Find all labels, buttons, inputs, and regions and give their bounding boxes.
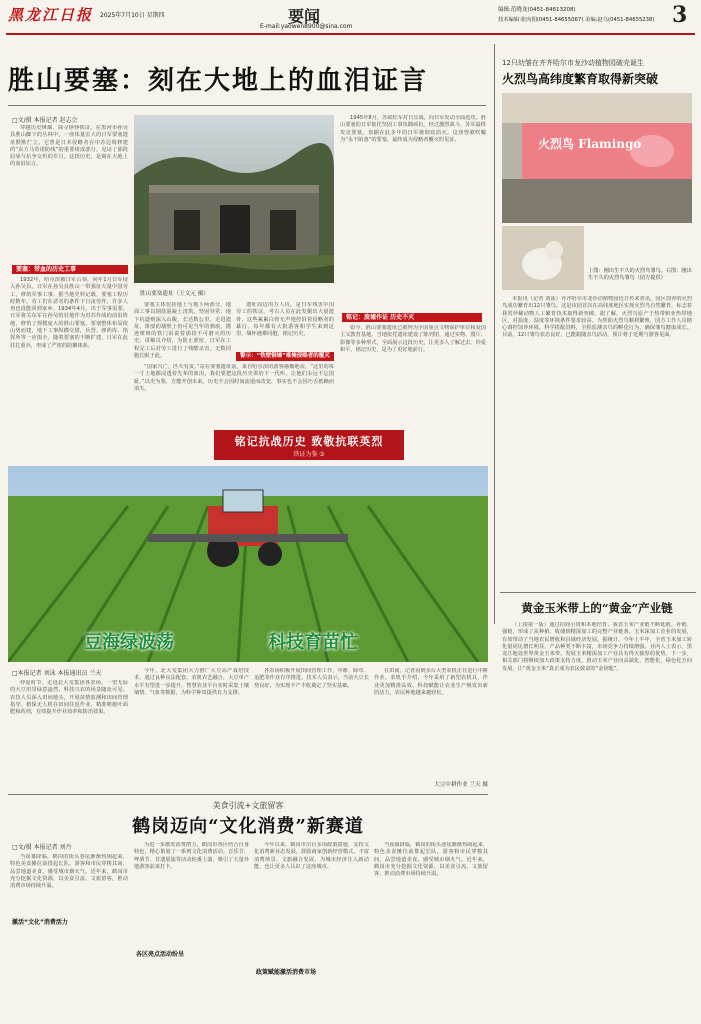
soybean-col2: 今年，北大荒集团大力推广大豆高产栽培技术，通过良种良法配套、农机农艺融合，大豆单产水平有望进一步提升。智慧农业平台实时采集土壤墒情、气象等数据，为科学种田提供有力支撑。 xyxy=(134,668,249,696)
hegang-col1: 当夜幕降临，鹤岗的街头巷尾渐渐热闹起来，特色美食摊位前排起长队，游客和市民穿梭其间，品尝地道美食，感受城市烟火气。近年来，鹤岗市充分挖掘文化资源，以美食引流、文旅留客，推动消费市场持续升温。 xyxy=(10,854,128,890)
column-divider xyxy=(494,44,495,624)
lead-col6: “国家兴亡，匹夫有责。”站在要塞遗址前，来自哈尔滨的游客感慨地说，“这里的每一寸土地都浸透着先辈的血泪，我们要把这段历史讲给下一代听，让他们永远不忘国耻。”以史为鉴，方能开创未来。历史不会因时间流逝而改变，事实也不会因巧舌抵赖而消失。 xyxy=(134,364,334,392)
flamingo-chick-illustration xyxy=(502,226,584,290)
corn-headline: 黄金玉米带上的“黄金”产业链 xyxy=(521,601,673,615)
lead-col4: 1945年8月，苏联红军对日宣战，向日军发动全面进攻。胜山要塞的日军依托坚固工事负隅顽抗。经过激烈战斗，苏军最终攻克要塞，盘踞在此多年的日军被彻底消灭。这座曾被吹嘘为“永不陷落”的要塞，最终成为侵略者覆灭的见证。 xyxy=(340,115,486,143)
hegang-subhead-2: 各区亮点活动纷呈 xyxy=(136,951,185,958)
fortress-illustration xyxy=(134,115,334,283)
corn-rule-top xyxy=(500,592,696,593)
hegang-kicker: 美食引流+文旅留客 xyxy=(212,801,284,810)
lead-col1: 1932年，哈尔滨被日军占领，同年1月日军侵入孙吴县。日军在孙吴县胜山一带强征大量中国劳工，修筑军事工事。据当地史料记载，要塞工程历时数年，劳工们在恶劣的条件下日夜劳作，许多人再也没能回到家乡。1934年4月，出于军事需要，日军将关东军在孙吴的驻地作为对苏作战的前沿阵地，修筑了规模庞大的胜山要塞。要塞整体布局依山势而建，地下工事纵横交错，兵营、弹药库、指挥所等一应俱全。随着要塞的不断扩建，日军在此驻扎重兵，形成了严密的防御体系。 xyxy=(10,277,128,349)
soybean-banner xyxy=(68,628,428,654)
series-banner-sub: 铁证为鉴 ③ xyxy=(293,451,325,458)
lead-subhead-1: 要塞：带血的历史工事 xyxy=(12,265,128,274)
masthead xyxy=(0,0,701,37)
flamingo-sign-illustration xyxy=(502,93,692,223)
paper-name: 黑龙江日报 xyxy=(8,6,94,24)
section-email: E-mail:yaowen8900@sina.com xyxy=(260,23,353,30)
flamingo-kicker: 12只幼雏在齐齐哈尔市龙沙动植物园破壳诞生 xyxy=(502,59,644,67)
hegang-subhead-3: 政策赋能激活消费市场 xyxy=(256,969,317,976)
lead-headline-rule xyxy=(8,105,486,106)
lead-byline: □文/摄 本报记者 赵志会 xyxy=(12,117,78,124)
soybean-photo xyxy=(8,466,488,662)
corn-body: （上接第一版）通过招商引资和本地培育，我省玉米产业链不断延链、补链、强链，形成了从种植、收储到精深加工的完整产业链条。玉米深加工企业的发展，有效带动了当地农民增收和县域经济发展。据统计，今年上半年，全省玉米加工转化量同比增长明显，产品种类不断丰富，市场竞争力持续增强。业内人士表示，黑龙江地处世界黄金玉米带，发展玉米精深加工产业具有得天独厚的优势。下一步，相关部门将继续加大政策支持力度，推动玉米产业向高端化、智能化、绿色化方向发展，让“黄金玉米”真正成为农民致富的“金钥匙”。 xyxy=(502,622,692,672)
lead-subhead-2: 铭记：废墟作证 历史不灭 xyxy=(342,313,482,322)
flamingo-photo xyxy=(502,93,692,223)
lead-intro: 穿越历史烽烟，探寻铮铮铁证。在黑河市孙吴县胜山脚下的丛林中，一座体量宏大的日军要塞遗址默默伫立。它曾是日本侵略者在中苏边境修建的“东方马奇诺防线”的重要组成部分，见证了那段屈辱与抗争交织的岁月。这段历史，是刻在大地上的血泪证言。 xyxy=(10,125,128,168)
hegang-col4: 当夜幕降临，鹤岗的街头巷尾渐渐热闹起来，特色美食摊位前排起长队，游客和市民穿梭其间，品尝地道美食，感受城市烟火气。近年来，鹤岗市充分挖掘文化资源，以美食引流、文旅留客，推动消费市场持续升温。 xyxy=(374,842,488,878)
flamingo-headline: 火烈鸟高纬度繁育取得新突破 xyxy=(502,72,659,86)
soybean-banner-sub: 科技育苗忙 xyxy=(268,632,358,653)
soybean-credit: 大豆中耕作业 兰天 摄 xyxy=(434,782,488,788)
soybean-byline: □本报记者 刘泳 本报通讯员 兰天 xyxy=(12,670,102,677)
flamingo-caption: 上图：刚出生不久的火烈鸟雏鸟。右图：刚出生不久的火烈鸟雏鸟（园方提供） xyxy=(588,268,692,281)
lead-headline: 胜山要塞：刻在大地上的血泪证言 xyxy=(8,66,429,96)
soybean-col1: 仲夏时节，走进北大荒集团各农场，一望无际的大豆田里绿意盎然，科技兴农的场景随处可见。农技人员深入田间地头，开展苗情监测和田间管理指导。植保无人机在田间往返作业，精准喷施叶面肥和药剂，有效提升作业效率和防治效果。 xyxy=(10,680,128,716)
flamingo-body: 本报讯（记者 刘泳）齐齐哈尔市龙沙动植物园近日传来喜讯，园区饲养的火烈鸟成功繁育出12只雏鸟。这是该园首次在高纬度地区实现火烈鸟自然繁育，标志着我省珍稀动物人工繁育技术取得新突破。据了解，火烈鸟原产于热带和亚热带地区，对温度、湿度等环境条件要求较高。为帮助火烈鸟顺利繁殖，园方工作人员精心调控饲养环境，科学搭配饲料，全程监测亲鸟的孵化行为，确保雏鸟健康成长。目前，12只雏鸟状态良好，已能跟随亲鸟活动，预计将于近期与游客见面。 xyxy=(502,296,692,339)
series-banner-title: 铭记抗战历史 致敬抗联英烈 xyxy=(234,435,384,448)
hegang-col2: 为进一步激发消费潜力，鹤岗市各区结合自身特色，精心策划了一系列文化消费活动。音乐节、啤酒节、非遗展演等活动轮番上演，吸引了大量外地游客前来打卡。 xyxy=(134,842,249,870)
lead-photo xyxy=(134,115,334,283)
series-banner xyxy=(214,430,404,460)
masthead-rule xyxy=(6,33,695,35)
tech-editor-line: 技术编辑:张向阳(0451-84655067) 美编:赵乌(0451-84655238) xyxy=(498,17,655,23)
flamingo-chick-photo xyxy=(502,226,584,290)
hegang-byline: □文/摄 本报记者 刘丹 xyxy=(12,844,72,851)
hegang-col3: 今年以来，鹤岗市出台多项政策措施，支持文化消费新业态发展，鼓励商家创新经营模式，丰富消费场景。文旅融合发展，为城市经济注入新动能，也让更多人认识了这座城市。 xyxy=(254,842,369,870)
hegang-headline: 鹤岗迈向“文化消费”新赛道 xyxy=(132,816,364,837)
hegang-subhead-1: 激活“文化”消费活力 xyxy=(12,919,68,926)
soybean-col4: 在田间，记者看到多台大型农机正在进行中耕作业。农机手介绍，今年采用了新型农机具，作业更加精准高效。科技赋能让农业生产焕发出新的活力，农民种地越来越轻松。 xyxy=(374,668,488,696)
page-number: 3 xyxy=(672,2,688,28)
lead-photo-caption: 胜山要塞遗址（王文元 摄） xyxy=(140,291,209,297)
lead-col3: 遗址周边的万人坑，是日军残害中国劳工的铁证。考古人员在此发掘出大量遗骨，这些累累白骨无声地控诉着侵略者的暴行。每年都有大批游客和学生来到这里，缅怀遇难同胞，铭记历史。 xyxy=(236,302,334,338)
soybean-col3: 各农场积极开展田间管理工作，中耕、除草、追肥等作业有序推进。技术人员表示，当前大豆长势良好，为实现丰产丰收奠定了坚实基础。 xyxy=(254,668,369,689)
lead-col2: 要塞主体包括地上与地下两部分。地面工事以钢筋混凝土浇筑，坚固异常；地下坑道则深入山腹，长达数公里。走进遗址，斑驳的墙壁上仍可见当年的弹痕，锈迹斑斑的铁门诉说着那段不可磨灭的历史。讲解员介绍，为防止泄密，日军在工程完工后对劳工进行了残酷杀害，无数同胞长眠于此。 xyxy=(134,302,231,360)
soybean-banner-main: 豆海绿波荡 xyxy=(84,632,174,653)
lead-col5: 如今，胜山要塞遗址已被列为全国重点文物保护单位和爱国主义教育基地。当地依托遗址建设了陈列馆，通过实物、图片、影像等多种形式，全面展示这段历史，让更多人了解过去、珍爱和平。铭记历史，是为了更好地前行。 xyxy=(340,325,486,353)
editor-line: 编辑:范晓龙(0451-84613208) xyxy=(498,7,576,13)
bottom-rule xyxy=(8,794,488,795)
flamingo-sign-text: 火烈鸟 Flamingo xyxy=(538,137,642,151)
date-line: 2025年7月10日 星期四 xyxy=(100,12,165,19)
lead-subhead-3: 警示：“铁壁铜墙”难掩侵略者的覆灭 xyxy=(236,352,334,361)
section-title: 要闻 xyxy=(288,7,321,26)
